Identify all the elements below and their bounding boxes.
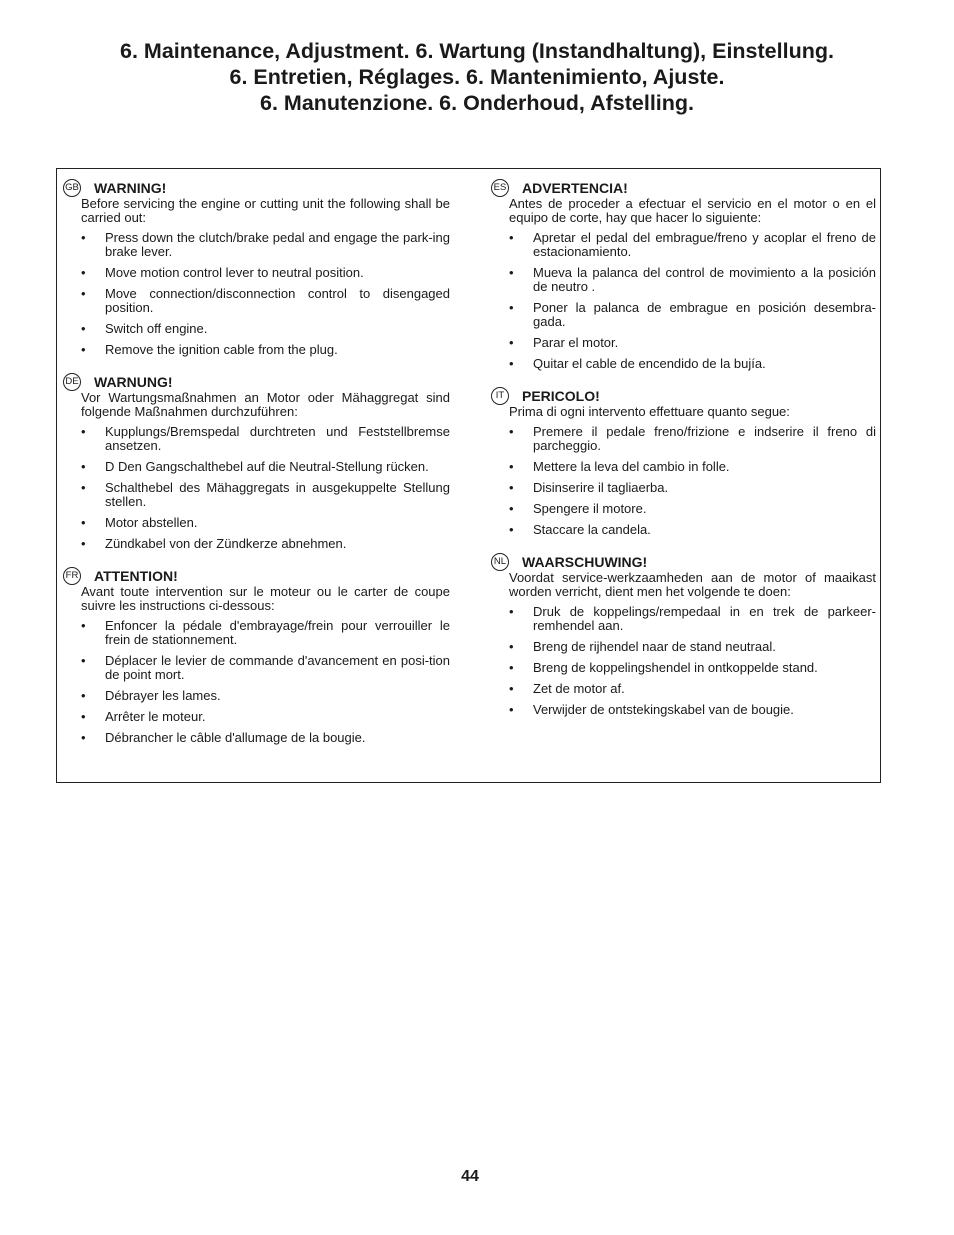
- list-item: • Disinserire il tagliaerba.: [491, 481, 876, 495]
- page-title-line-2: 6. Entretien, Réglages. 6. Mantenimiento, Ajuste.: [229, 65, 725, 89]
- list-item: • Staccare la candela.: [491, 523, 876, 537]
- list-item: • Schalthebel des Mähaggregats in ausgekuppelte Stellung stellen.: [63, 481, 450, 509]
- instruction-list: [491, 605, 876, 717]
- list-item: • Verwijder de ontstekingskabel van de bougie.: [491, 703, 876, 717]
- instruction-list: [63, 425, 450, 551]
- section-it: [491, 387, 876, 537]
- instruction-list: [63, 619, 450, 745]
- section-heading: WARNUNG!: [94, 374, 173, 390]
- language-badge-icon: GB: [63, 179, 81, 197]
- list-item: • Premere il pedale freno/frizione e indserire il freno di parcheggio.: [491, 425, 876, 453]
- list-item: • Spengere il motore.: [491, 502, 876, 516]
- list-item: • Apretar el pedal del embrague/freno y acoplar el freno de estacionamiento.: [491, 231, 876, 259]
- right-column: [491, 179, 876, 733]
- section-heading: WARNING!: [94, 180, 167, 196]
- list-item: • Zet de motor af.: [491, 682, 876, 696]
- section-intro: Before servicing the engine or cutting unit the following shall be carried out:: [81, 196, 450, 225]
- section-es: [491, 179, 876, 371]
- section-header: [63, 567, 450, 585]
- list-item: • Mettere la leva del cambio in folle.: [491, 460, 876, 474]
- list-item: • Débrancher le câble d'allumage de la bougie.: [63, 731, 450, 745]
- list-item: • Druk de koppelings/rempedaal in en trek de parkeer-remhendel aan.: [491, 605, 876, 633]
- section-intro: Antes de proceder a efectuar el servicio en el motor o en el equipo de corte, hay que hacer lo siguiente:: [509, 196, 876, 225]
- language-badge-icon: FR: [63, 567, 81, 585]
- list-item: • Breng de koppelingshendel in ontkoppelde stand.: [491, 661, 876, 675]
- instruction-list: [491, 231, 876, 371]
- language-badge-icon: ES: [491, 179, 509, 197]
- section-intro: Avant toute intervention sur le moteur ou le carter de coupe suivre les instructions ci-dessous:: [81, 584, 450, 613]
- section-heading: ATTENTION!: [94, 568, 178, 584]
- section-heading: PERICOLO!: [522, 388, 600, 404]
- list-item: • Switch off engine.: [63, 322, 450, 336]
- section-header: [491, 179, 876, 197]
- left-column: [63, 179, 450, 761]
- list-item: • Enfoncer la pédale d'embrayage/frein pour verrouiller le frein de stationnement.: [63, 619, 450, 647]
- warning-box: [56, 168, 881, 783]
- section-header: [63, 373, 450, 391]
- list-item: • Quitar el cable de encendido de la bujía.: [491, 357, 876, 371]
- language-badge-icon: DE: [63, 373, 81, 391]
- instruction-list: [63, 231, 450, 357]
- section-header: [491, 553, 876, 571]
- list-item: • Breng de rijhendel naar de stand neutraal.: [491, 640, 876, 654]
- section-heading: WAARSCHUWING!: [522, 554, 648, 570]
- list-item: • D Den Gangschalthebel auf die Neutral-Stellung rücken.: [63, 460, 450, 474]
- list-item: • Press down the clutch/brake pedal and engage the park-ing brake lever.: [63, 231, 450, 259]
- list-item: • Motor abstellen.: [63, 516, 450, 530]
- list-item: • Zündkabel von der Zündkerze abnehmen.: [63, 537, 450, 551]
- instruction-list: [491, 425, 876, 537]
- list-item: • Arrêter le moteur.: [63, 710, 450, 724]
- section-heading: ADVERTENCIA!: [522, 180, 628, 196]
- list-item: • Poner la palanca de embrague en posición desembra-gada.: [491, 301, 876, 329]
- section-de: [63, 373, 450, 551]
- list-item: • Remove the ignition cable from the plug.: [63, 343, 450, 357]
- page-title: [0, 38, 954, 116]
- section-header: [63, 179, 450, 197]
- list-item: • Débrayer les lames.: [63, 689, 450, 703]
- section-intro: Vor Wartungsmaßnahmen an Motor oder Mähaggregat sind folgende Maßnahmen durchzuführen:: [81, 390, 450, 419]
- list-item: • Move connection/disconnection control to disengaged position.: [63, 287, 450, 315]
- page-title-line-3: 6. Manutenzione. 6. Onderhoud, Afstelling.: [260, 91, 694, 115]
- language-badge-icon: IT: [491, 387, 509, 405]
- list-item: • Kupplungs/Bremspedal durchtreten und Feststellbremse ansetzen.: [63, 425, 450, 453]
- section-intro: Voordat service-werkzaamheden aan de motor of maaikast worden verricht, dient men het volgende te doen:: [509, 570, 876, 599]
- page-title-line-1: 6. Maintenance, Adjustment. 6. Wartung (Instandhaltung), Einstellung.: [120, 39, 834, 63]
- section-header: [491, 387, 876, 405]
- list-item: • Déplacer le levier de commande d'avancement en posi-tion de point mort.: [63, 654, 450, 682]
- section-gb: [63, 179, 450, 357]
- language-badge-icon: NL: [491, 553, 509, 571]
- list-item: • Parar el motor.: [491, 336, 876, 350]
- section-intro: Prima di ogni intervento effettuare quanto segue:: [509, 404, 790, 419]
- section-nl: [491, 553, 876, 717]
- page-number: 44: [461, 1168, 479, 1185]
- list-item: • Mueva la palanca del control de movimiento a la posición de neutro .: [491, 266, 876, 294]
- section-fr: [63, 567, 450, 745]
- list-item: • Move motion control lever to neutral position.: [63, 266, 450, 280]
